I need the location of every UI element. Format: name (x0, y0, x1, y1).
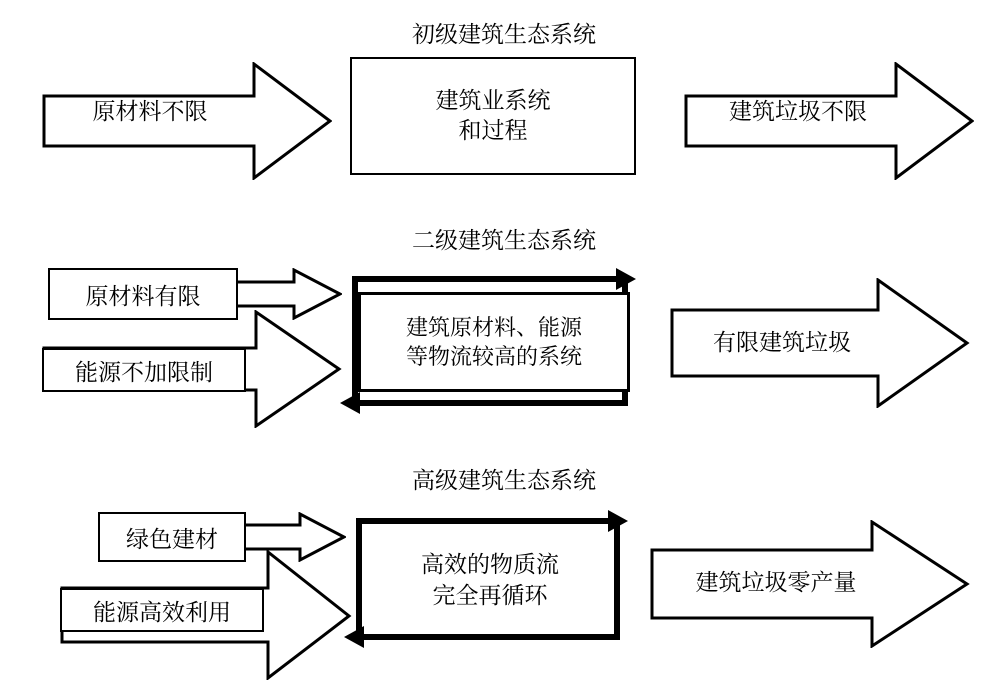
center-box-level-1 (350, 57, 636, 175)
center-box-level-1-line1: 建筑业系统 (435, 87, 551, 113)
cycle-bottom-bar-level-3 (364, 634, 620, 640)
output-label-level-3: 建筑垃圾零产量 (695, 569, 857, 595)
input-label-box-level-2-bottom: 能源不加限制 (42, 348, 246, 392)
center-box-level-3-line2: 完全再循环 (432, 583, 548, 608)
center-box-level-3-line1: 高效的物质流 (421, 551, 559, 577)
center-box-level-2-line1: 建筑原材料、能源 (405, 314, 582, 340)
cycle-top-bar-level-3 (356, 518, 612, 524)
cycle-top-bar-level-2 (352, 276, 620, 282)
output-label-level-2: 有限建筑垃圾 (713, 329, 851, 355)
section-title-level-2: 二级建筑生态系统 (412, 228, 596, 253)
cycle-bottom-bar-level-2 (360, 400, 628, 406)
center-box-level-2-line2: 等物流较高的系统 (405, 344, 582, 369)
input-label-box-level-3-bottom: 能源高效利用 (60, 588, 264, 632)
section-title-level-3: 高级建筑生态系统 (412, 468, 596, 493)
input-label-box-level-3-top: 绿色建材 (98, 512, 246, 562)
section-title-level-1: 初级建筑生态系统 (412, 22, 596, 47)
output-label-level-1: 建筑垃圾不限 (729, 98, 867, 124)
center-box-level-2 (358, 292, 630, 392)
center-box-level-3 (360, 534, 620, 626)
input-label-box-level-2-top: 原材料有限 (48, 268, 238, 320)
input-label-level-1: 原材料不限 (92, 98, 208, 124)
center-box-level-1-line2: 和过程 (458, 118, 528, 143)
